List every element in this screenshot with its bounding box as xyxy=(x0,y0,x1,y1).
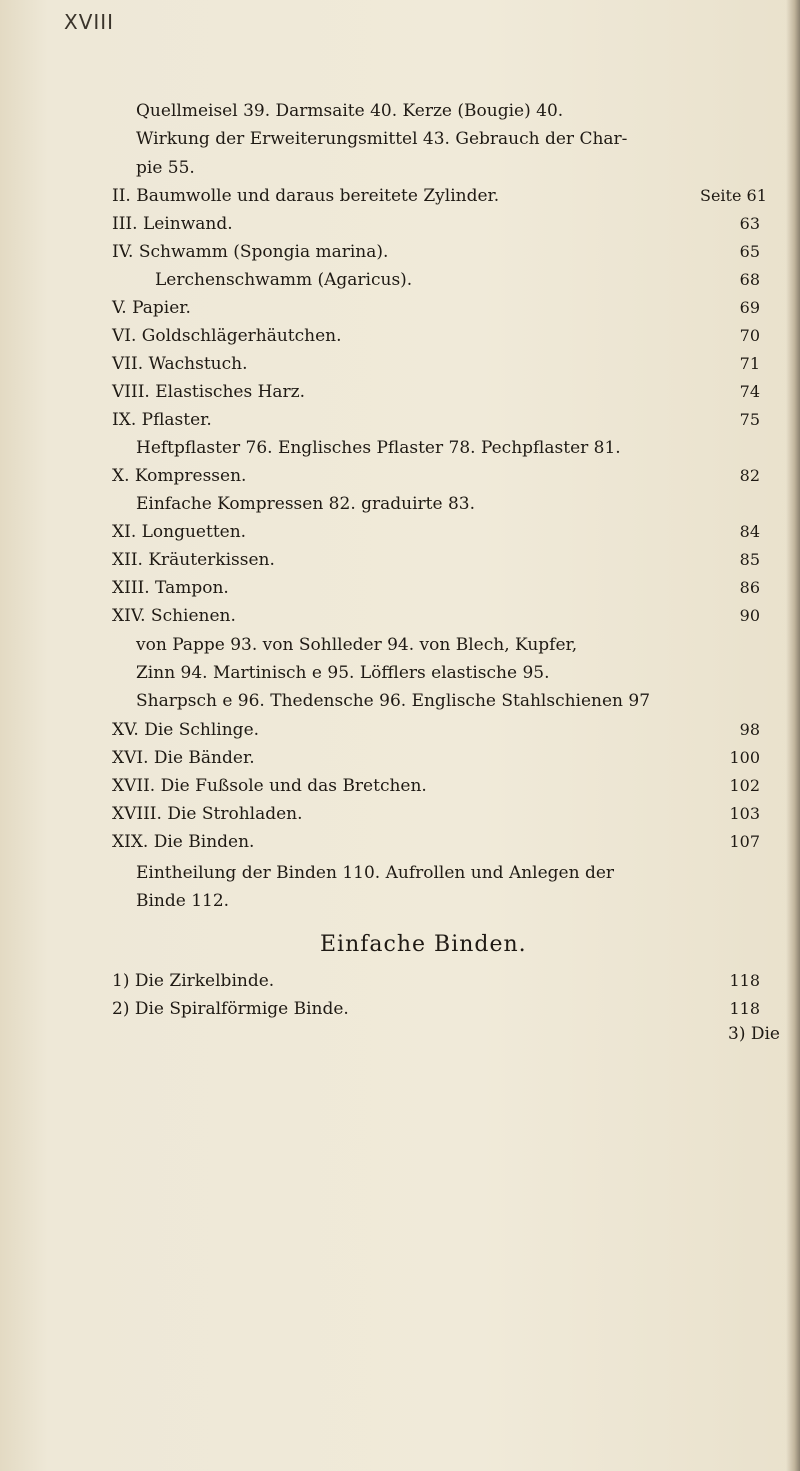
toc-page-number: 68 xyxy=(739,270,760,289)
toc-line: Lerchenschwamm (Agaricus). xyxy=(155,270,413,290)
toc-line: 2) Die Spiralförmige Binde. xyxy=(112,999,349,1019)
toc-line: Einfache Kompressen 82. graduirte 83. xyxy=(136,494,475,514)
toc-page-number: 71 xyxy=(739,354,760,373)
toc-page-number: 102 xyxy=(729,776,760,795)
toc-line: von Pappe 93. von Sohlleder 94. von Blech, Kupfer, xyxy=(136,635,578,655)
toc-line: XIV. Schienen. xyxy=(112,606,236,626)
toc-line: Wirkung der Erweiterungsmittel 43. Gebrauch der Char- xyxy=(136,129,628,149)
toc-line: IV. Schwamm (Spongia marina). xyxy=(112,242,389,262)
toc-line: II. Baumwolle und daraus bereitete Zylinder. xyxy=(112,186,500,206)
toc-line: XII. Kräuterkissen. xyxy=(112,550,275,570)
toc-line: XI. Longuetten. xyxy=(112,522,247,542)
toc-line: XIII. Tampon. xyxy=(112,578,229,598)
toc-page-number: 107 xyxy=(729,832,760,851)
toc-page-number: 100 xyxy=(729,748,760,767)
toc-line: III. Leinwand. xyxy=(112,214,233,234)
toc-line: Heftpflaster 76. Englisches Pflaster 78. Pechpflaster 81. xyxy=(136,438,621,458)
toc-page-number: 63 xyxy=(739,214,760,233)
toc-page-number: 90 xyxy=(739,606,760,625)
toc-line: VI. Goldschlägerhäutchen. xyxy=(112,326,342,346)
toc-line: XIX. Die Binden. xyxy=(112,832,255,852)
toc-line: V. Papier. xyxy=(112,298,191,318)
section-heading: Einfache Binden. xyxy=(320,932,527,957)
toc-page-number: 69 xyxy=(739,298,760,317)
toc-line: XVI. Die Bänder. xyxy=(112,748,255,768)
toc-line: Quellmeisel 39. Darmsaite 40. Kerze (Bougie) 40. xyxy=(136,101,564,121)
page-edge-shadow xyxy=(786,0,800,1471)
toc-line: XVII. Die Fußsole und das Bretchen. xyxy=(112,776,427,796)
toc-line: XVIII. Die Strohladen. xyxy=(112,804,303,824)
toc-line: IX. Pflaster. xyxy=(112,410,212,430)
toc-line: VII. Wachstuch. xyxy=(112,354,248,374)
toc-page-number: 118 xyxy=(729,999,760,1018)
toc-page-number: 74 xyxy=(739,382,760,401)
toc-page-number: 98 xyxy=(739,720,760,739)
toc-page-number: 65 xyxy=(739,242,760,261)
toc-page-number: 103 xyxy=(729,804,760,823)
toc-page-number: 75 xyxy=(739,410,760,429)
toc-page-number: 85 xyxy=(739,550,760,569)
page-header-roman-numeral: XVIII xyxy=(64,10,115,34)
toc-page-number: 84 xyxy=(739,522,760,541)
catchword: 3) Die xyxy=(728,1024,780,1044)
toc-line: Zinn 94. Martinisch e 95. Löfflers elastische 95. xyxy=(136,663,550,683)
toc-line: X. Kompressen. xyxy=(112,466,247,486)
toc-line: VIII. Elastisches Harz. xyxy=(112,382,306,402)
toc-line: Sharpsch e 96. Thedensche 96. Englische Stahlschienen 97 xyxy=(136,691,651,711)
toc-page-number: Seite 61 xyxy=(700,186,767,205)
toc-line: XV. Die Schlinge. xyxy=(112,720,260,740)
toc-page-number: 70 xyxy=(739,326,760,345)
toc-page-number: 82 xyxy=(739,466,760,485)
toc-page-number: 86 xyxy=(739,578,760,597)
toc-line: pie 55. xyxy=(136,158,195,178)
toc-line: 1) Die Zirkelbinde. xyxy=(112,971,275,991)
toc-line: Eintheilung der Binden 110. Aufrollen und Anlegen der xyxy=(136,863,615,883)
toc-page-number: 118 xyxy=(729,971,760,990)
toc-line: Binde 112. xyxy=(136,891,230,911)
